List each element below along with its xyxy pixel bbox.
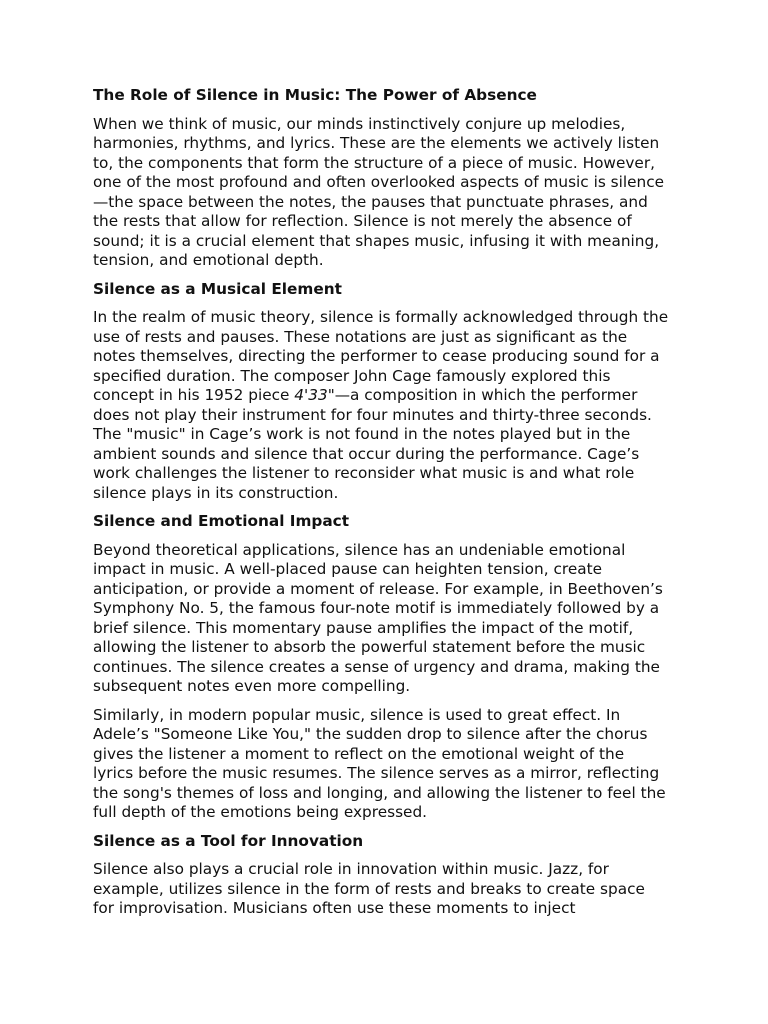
text-line: sound; it is a crucial element that shapes music, infusing it with meaning, [93,231,660,250]
section-heading-musical-element: Silence as a Musical Element [93,279,342,298]
text-line: one of the most profound and often overlooked aspects of music is silence [93,173,665,191]
text-line: tension, and emotional depth. [93,251,324,269]
text-line: When we think of music, our minds instinctively conjure up melodies, [93,114,626,133]
text-run: "—a composition in which the performer [327,386,638,404]
piece-title: 4'33 [294,386,328,404]
musical-element-paragraph [93,308,683,503]
text-line: work challenges the listener to reconsider what music is and what role [93,464,635,482]
text-line: subsequent notes even more compelling. [93,677,411,695]
document-page [93,86,683,928]
text-line: The "music" in Cage’s work is not found in the notes played but in the [93,425,631,443]
text-line: example, utilizes silence in the form of rests and breaks to create space [93,879,645,898]
text-line: In the realm of music theory, silence is formally acknowledged through the [93,308,669,326]
text-line: Similarly, in modern popular music, silence is used to great effect. In [93,705,621,724]
text-line: Symphony No. 5, the famous four-note motif is immediately followed by a [93,599,660,617]
text-line: brief silence. This momentary pause amplifies the impact of the motif, [93,618,634,637]
intro-paragraph [93,115,683,271]
text-line: specified duration. The composer John Cage famously explored this [93,366,611,385]
text-line: ambient sounds and silence that occur during the performance. Cage’s [93,444,640,463]
text-line: silence plays in its construction. [93,483,339,502]
emotional-impact-paragraph-2 [93,706,683,823]
text-line: anticipation, or provide a moment of release. For example, in Beethoven’s [93,579,663,598]
text-line-piece [93,386,683,406]
text-run: concept in his 1952 piece [93,386,295,404]
text-line: notes themselves, directing the performer to cease producing sound for a [93,347,660,365]
text-line: the rests that allow for reflection. Silence is not merely the absence of [93,212,632,230]
text-line: Beyond theoretical applications, silence has an undeniable emotional [93,540,626,559]
text-line: Adele’s "Someone Like You," the sudden drop to silence after the chorus [93,725,648,743]
text-line: —the space between the notes, the pauses that punctuate phrases, and [93,192,648,211]
section-heading-innovation: Silence as a Tool for Innovation [93,831,364,850]
text-line: Silence also plays a crucial role in innovation within music. Jazz, for [93,860,609,878]
document-title: The Role of Silence in Music: The Power of Absence [93,86,537,104]
text-line: to, the components that form the structure of a piece of music. However, [93,153,655,172]
section-heading-emotional-impact: Silence and Emotional Impact [93,512,350,530]
text-line: use of rests and pauses. These notations are just as significant as the [93,327,628,346]
text-line: impact in music. A well-placed pause can heighten tension, create [93,560,603,578]
text-line: continues. The silence creates a sense of urgency and drama, making the [93,657,660,676]
text-line: allowing the listener to absorb the powerful statement before the music [93,638,646,656]
innovation-paragraph [93,860,683,919]
text-line: the song's themes of loss and longing, and allowing the listener to feel the [93,783,666,802]
text-line: for improvisation. Musicians often use these moments to inject [93,899,576,917]
text-line: full depth of the emotions being expressed. [93,803,428,821]
text-line: does not play their instrument for four minutes and thirty-three seconds. [93,405,652,424]
text-line: harmonies, rhythms, and lyrics. These are the elements we actively listen [93,134,660,152]
text-line: lyrics before the music resumes. The silence serves as a mirror, reflecting [93,764,660,782]
emotional-impact-paragraph-1 [93,541,683,697]
text-line: gives the listener a moment to reflect on the emotional weight of the [93,744,625,763]
